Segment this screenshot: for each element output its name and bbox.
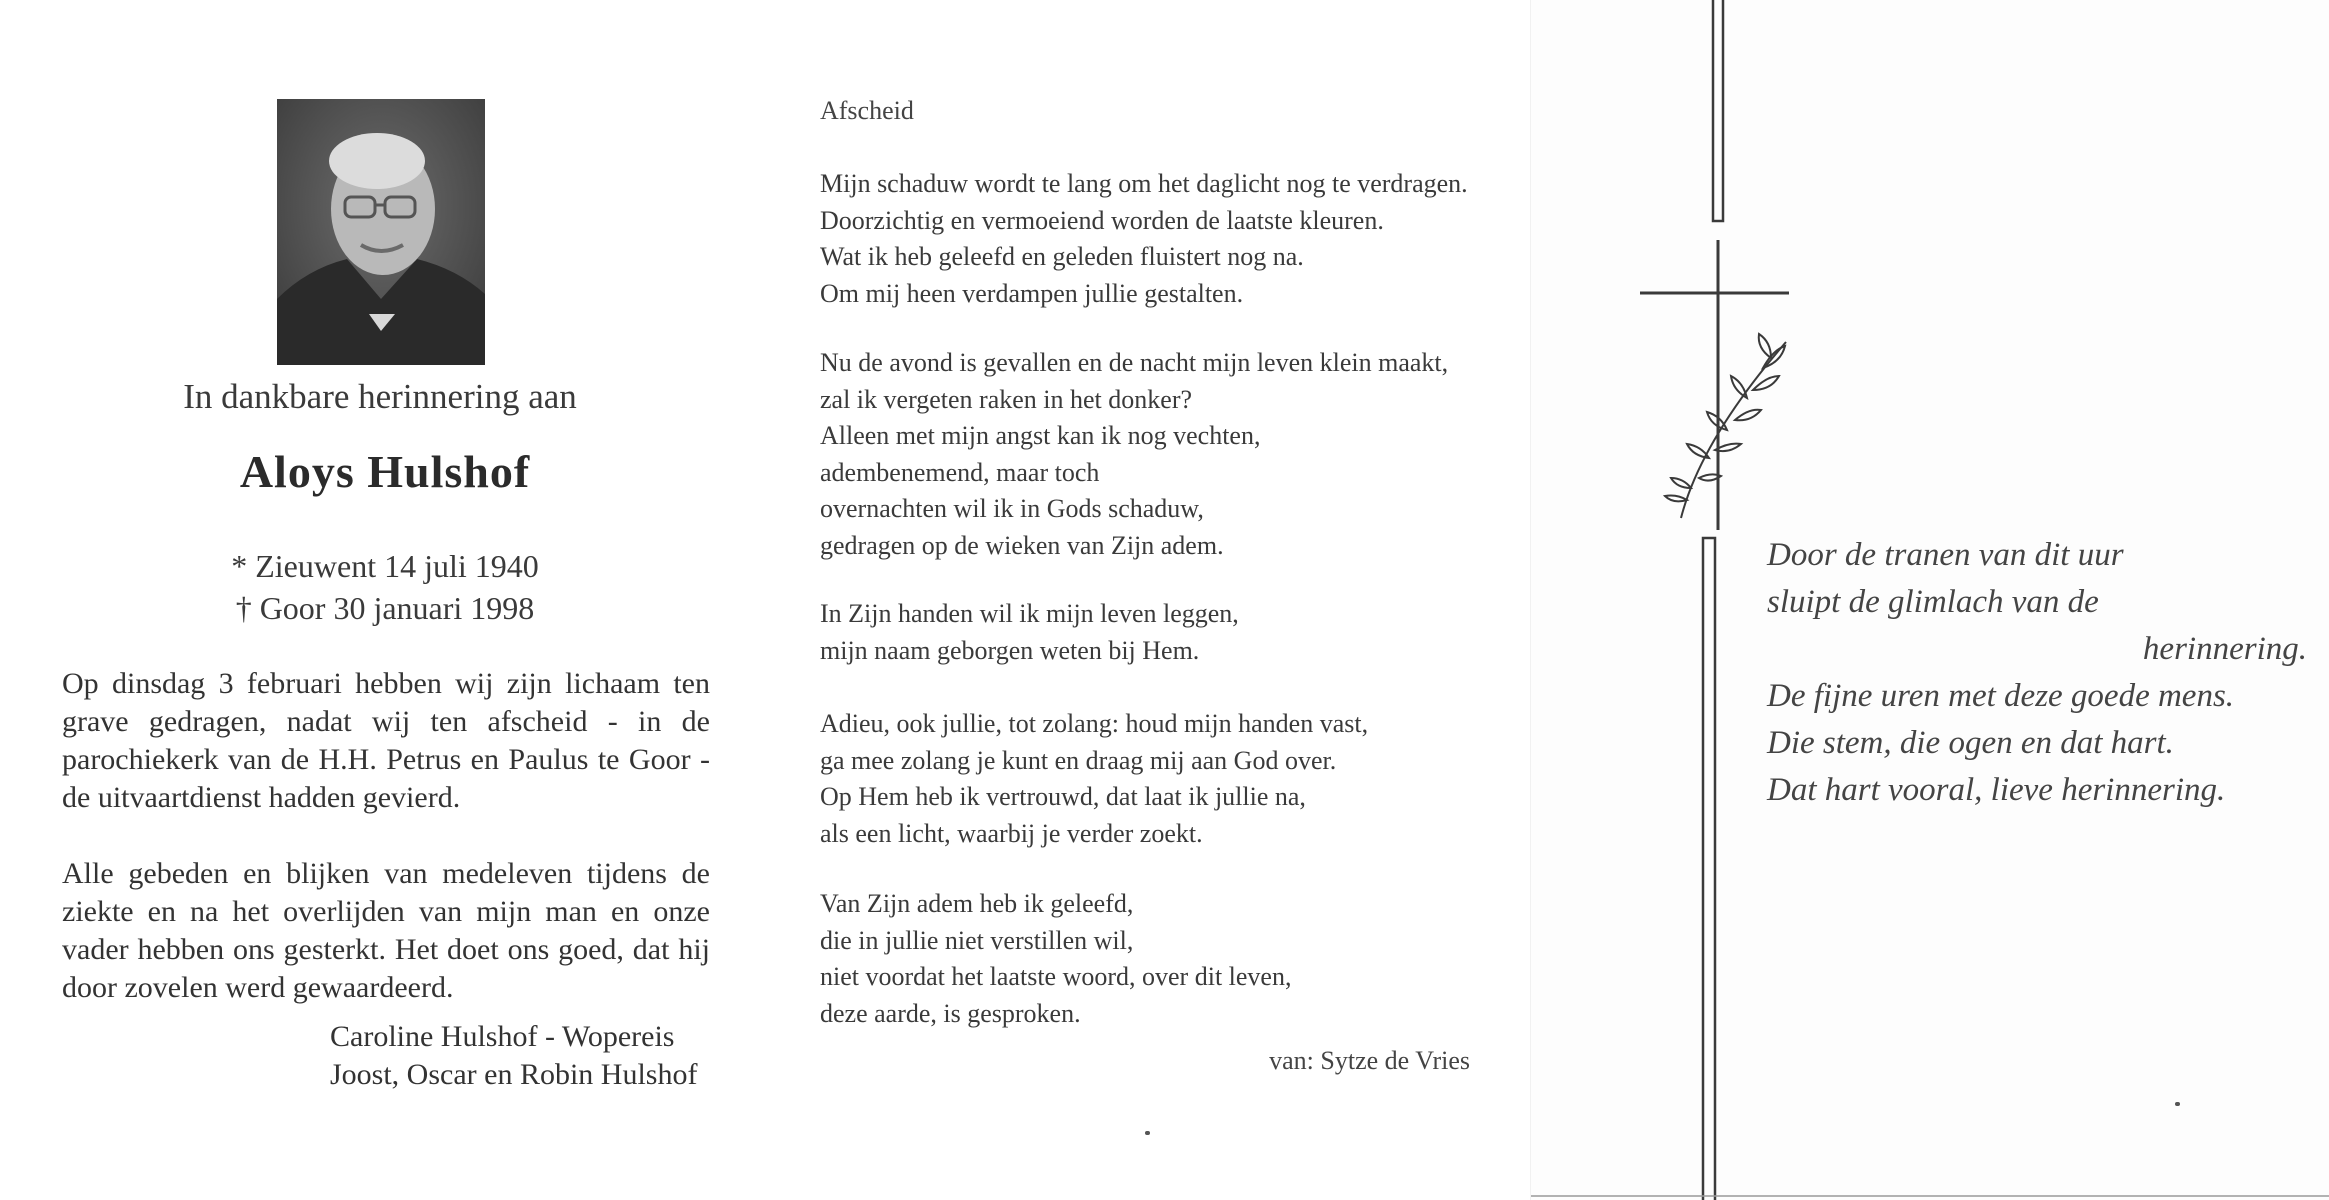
poem-author: van: Sytze de Vries: [1269, 1046, 1470, 1075]
poem-line: Om mij heen verdampen jullie gestalten.: [820, 278, 1244, 308]
print-speck: [1145, 1131, 1150, 1135]
verse-panel: [1530, 0, 2329, 1200]
verse-line: Door de tranen van dit uur: [1767, 537, 2124, 573]
poem-panel: [760, 0, 1530, 1200]
poem-stanza: [820, 166, 1520, 312]
poem-line: Wat ik heb geleefd en geleden fluistert nog na.: [820, 242, 1304, 271]
signature-line: Caroline Hulshof - Wopereis: [330, 1020, 675, 1053]
poem-line: niet voordat het laatste woord, over dit leven,: [820, 962, 1292, 991]
life-dates: [0, 545, 770, 629]
poem-title: Afscheid: [820, 96, 914, 125]
poem-line: deze aarde, is gesproken.: [820, 998, 1081, 1028]
verse-block: [1767, 532, 2307, 814]
verse-line: Dat hart vooral, lieve herinnering.: [1767, 772, 2226, 808]
poem-stanza: [820, 886, 1520, 1032]
poem-line: Van Zijn adem heb ik geleefd,: [820, 889, 1134, 918]
poem-stanza: [820, 345, 1520, 564]
verse-line: Die stem, die ogen en dat hart.: [1767, 725, 2174, 761]
poem-line: zal ik vergeten raken in het donker?: [820, 384, 1193, 414]
funeral-paragraph: Op dinsdag 3 februari hebben wij zijn lichaam ten grave gedragen, nadat wij ten afscheid - in de parochiekerk van de H.H. Petrus en Paulus te Goor - de uitvaartdienst hadden gevierd.: [62, 667, 710, 814]
poem-line: adembenemend, maar toch: [820, 457, 1100, 487]
poem-line: Op Hem heb ik vertrouwd, dat laat ik jullie na,: [820, 782, 1306, 811]
poem-line: als een licht, waarbij je verder zoekt.: [820, 818, 1203, 848]
birth-date: * Zieuwent 14 juli 1940: [231, 548, 539, 584]
intro-text: In dankbare herinnering aan: [183, 377, 577, 416]
poem-line: In Zijn handen wil ik mijn leven leggen,: [820, 599, 1239, 628]
poem-line: Adieu, ook jullie, tot zolang: houd mijn handen vast,: [820, 709, 1369, 738]
poem-line: overnachten wil ik in Gods schaduw,: [820, 494, 1204, 523]
olive-branch-icon: [1665, 334, 1786, 518]
verse-line: De fijne uren met deze goede mens.: [1767, 678, 2235, 714]
signature-line: Joost, Oscar en Robin Hulshof: [330, 1058, 698, 1091]
left-panel: [0, 0, 760, 1200]
thanks-paragraph: Alle gebeden en blijken van medeleven tijdens de ziekte en na het overlijden van mijn man en onze vader hebben ons gesterkt. Het doet ons goed, dat hij door zovelen werd gewaardeerd.: [62, 857, 710, 1004]
poem-stanza: [820, 596, 1520, 669]
death-date: † Goor 30 januari 1998: [235, 590, 535, 626]
print-speck: [2175, 1102, 2180, 1106]
poem-line: Mijn schaduw wordt te lang om het daglicht nog te verdragen.: [820, 169, 1468, 198]
portrait-photo: [277, 99, 485, 365]
poem-line: mijn naam geborgen weten bij Hem.: [820, 635, 1200, 665]
poem-line: Alleen met mijn angst kan ik nog vechten,: [820, 421, 1261, 450]
poem-line: gedragen op de wieken van Zijn adem.: [820, 530, 1224, 560]
verse-line: sluipt de glimlach van de: [1767, 584, 2099, 620]
poem-line: die in jullie niet verstillen wil,: [820, 925, 1134, 955]
deceased-name: Aloys Hulshof: [239, 446, 531, 497]
poem-line: Doorzichtig en vermoeiend worden de laatste kleuren.: [820, 205, 1384, 235]
poem-line: Nu de avond is gevallen en de nacht mijn leven klein maakt,: [820, 348, 1449, 377]
poem-line: ga mee zolang je kunt en draag mij aan God over.: [820, 745, 1337, 775]
verse-line: herinnering.: [2142, 631, 2307, 667]
poem-stanza: [820, 706, 1520, 852]
